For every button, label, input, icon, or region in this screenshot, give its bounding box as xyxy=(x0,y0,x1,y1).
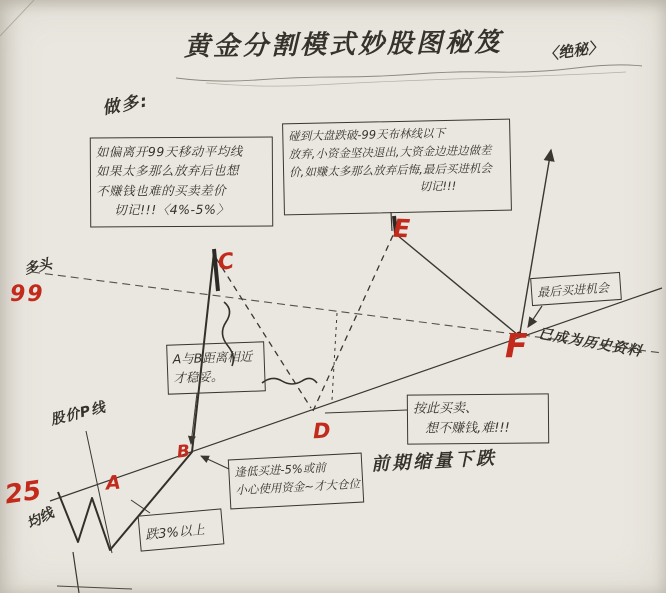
exit-line-1: 碰到大盘跌破-99天布林线以下 xyxy=(288,125,446,144)
point-c: C xyxy=(216,248,236,277)
deviation-rule-box xyxy=(90,137,273,228)
corner-fold-line xyxy=(0,0,34,36)
title-underline xyxy=(176,65,642,81)
exit-box-to-e-pointer xyxy=(391,212,392,231)
sure-win-line-1: 按此买卖、 xyxy=(412,401,478,417)
point-e: E xyxy=(392,213,411,244)
go-long-label: 做多: xyxy=(101,91,151,119)
title-secret-tag: 〈绝秘〉 xyxy=(542,37,605,65)
exit-line-3: 价,如赚太多那么放弃后悔,最后买进机会 xyxy=(288,160,492,179)
point-f: F xyxy=(505,326,528,365)
sure-win-line-2: 想不赚钱,难!!! xyxy=(425,420,510,437)
buy-dip-line-1: 逢低买进-5%或前 xyxy=(234,460,327,480)
last-chance-text: 最后买进机会 xyxy=(536,280,610,300)
ab-distance-line-2: 才稳妥。 xyxy=(173,369,224,386)
measure-dashed-vertical xyxy=(332,313,337,400)
deviation-line-3: 不赚钱也难的买卖差价 xyxy=(96,182,227,199)
sure-win-box-pointer xyxy=(325,410,407,413)
exit-line-4: 切记!!! xyxy=(419,179,457,194)
point-b: B xyxy=(175,441,191,463)
shrink-volume-label: 前期缩量下跌 xyxy=(370,447,498,476)
page-title: 黄金分割模式妙股图秘笈 xyxy=(183,27,504,63)
buy-box-pointer xyxy=(201,456,229,469)
ab-distance-box xyxy=(166,341,266,394)
buy-dip-box xyxy=(228,453,364,510)
exit-rule-box xyxy=(282,119,512,216)
ma25-label: 25 xyxy=(3,475,44,511)
ab-distance-line-1: A与B距离相近 xyxy=(172,348,253,367)
sure-win-box xyxy=(407,393,549,444)
deviation-line-1: 如偏离开99天移动平均线 xyxy=(95,143,243,160)
bottom-horizontal-mark xyxy=(57,586,132,589)
ma25-name-label: 均线 xyxy=(24,505,57,533)
deviation-line-4: 切记!!!〈4%-5%〉 xyxy=(114,201,230,218)
squiggle-before-d xyxy=(262,378,317,384)
ma99-label: 99 xyxy=(10,282,45,307)
point-a: A xyxy=(105,471,122,495)
price-line-label: 股价P线 xyxy=(49,399,108,429)
point-d: D xyxy=(312,418,331,444)
buy-dip-line-2: 小心使用资金~才大仓位 xyxy=(235,476,361,497)
trend-label: 多头 xyxy=(22,256,54,278)
history-label: 已成为历史资料 xyxy=(537,325,644,360)
exit-line-2: 放弃,小资金坚决退出,大资金边进边做差 xyxy=(288,142,492,162)
d-to-e-dashed xyxy=(313,233,394,411)
drop-3pct-text: 跌3%以上 xyxy=(144,522,206,543)
drop-3pct-box xyxy=(138,508,225,551)
e-to-f-line xyxy=(397,235,518,335)
deviation-line-2: 如果太多那么放弃后也想 xyxy=(95,163,239,179)
